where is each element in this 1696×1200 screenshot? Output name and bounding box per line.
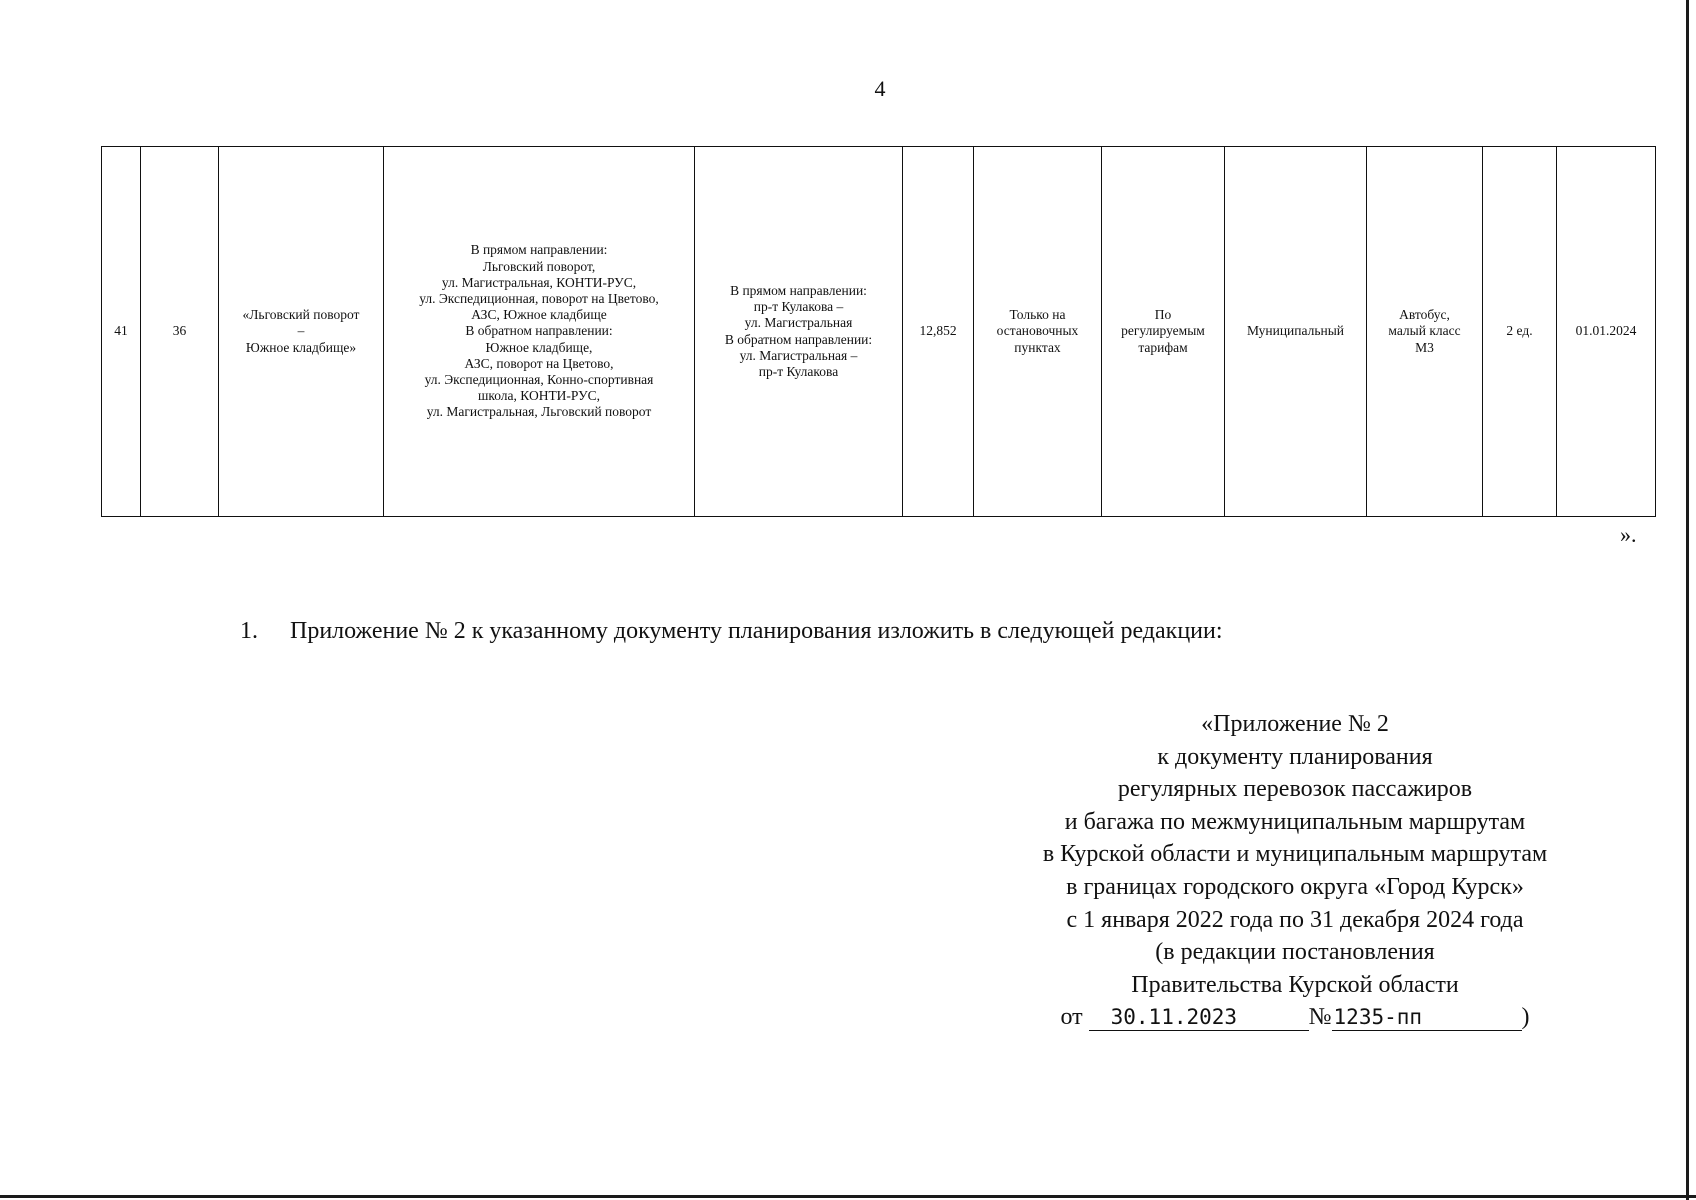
page-border-right [1686, 0, 1689, 1200]
resolution-date: 30.11.2023 [1089, 1004, 1309, 1031]
cell-boarding-procedure: Только на остановочных пунктах [974, 147, 1102, 517]
routes-table [101, 146, 1656, 517]
cell-stops: В прямом направлении: Льговский поворот, ул. Магистральная, КОНТИ-РУС, ул. Экспедиционная, поворот на Цветово, АЗС, Южное кладбище В обратном направлении: Южное кладбище, АЗС, поворот на Цветово, ул. Экспедиционная, Конно-спортивная школа, КОНТИ-РУС, ул. Магистральная, Льговский поворот [384, 147, 695, 517]
cell-row-number: 41 [102, 147, 141, 517]
resolution-number: 1235-пп [1332, 1004, 1522, 1031]
appendix-line: к документу планирования [1157, 743, 1433, 770]
cell-tariff-type: По регулируемым тарифам [1102, 147, 1225, 517]
appendix-line: и багажа по межмуниципальным маршрутам [1064, 808, 1526, 835]
numbered-item [240, 618, 1223, 645]
page-number: 4 [874, 76, 886, 101]
date-prefix: от [1060, 1004, 1083, 1031]
cell-vehicle-count: 2 ед. [1483, 147, 1557, 517]
appendix-line: Правительства Курской области [1131, 971, 1459, 998]
appendix-line: регулярных перевозок пассажиров [1117, 776, 1473, 803]
number-prefix: № [1308, 1004, 1332, 1031]
cell-start-date: 01.01.2024 [1557, 147, 1656, 517]
cell-route-number: 36 [141, 147, 219, 517]
page-border-bottom [0, 1195, 1696, 1198]
item-number: 1. [240, 618, 258, 644]
cell-length: 12,852 [903, 147, 974, 517]
resolution-reference [940, 1001, 1650, 1034]
appendix-line: в границах городского округа «Город Курск» [1066, 873, 1524, 900]
cell-route-type: Муниципальный [1225, 147, 1367, 517]
closing-paren: ) [1521, 1004, 1530, 1031]
appendix-line: с 1 января 2022 года по 31 декабря 2024 года [1066, 906, 1524, 933]
appendix-line: (в редакции постановления [1155, 939, 1435, 966]
item-text: Приложение № 2 к указанному документу планирования изложить в следующей редакции: [290, 618, 1223, 644]
closing-quote: ». [1620, 522, 1637, 547]
appendix-line: «Приложение № 2 [1201, 711, 1389, 737]
cell-streets: В прямом направлении: пр-т Кулакова – ул. Магистральная В обратном направлении: ул. Магистральная – пр-т Кулакова [695, 147, 903, 517]
appendix-heading [940, 708, 1650, 1034]
table-row [102, 147, 1656, 517]
appendix-line: в Курской области и муниципальным маршрутам [1042, 841, 1548, 868]
cell-vehicle-class: Автобус, малый класс М3 [1367, 147, 1483, 517]
cell-route-name: «Льговский поворот – Южное кладбище» [219, 147, 384, 517]
